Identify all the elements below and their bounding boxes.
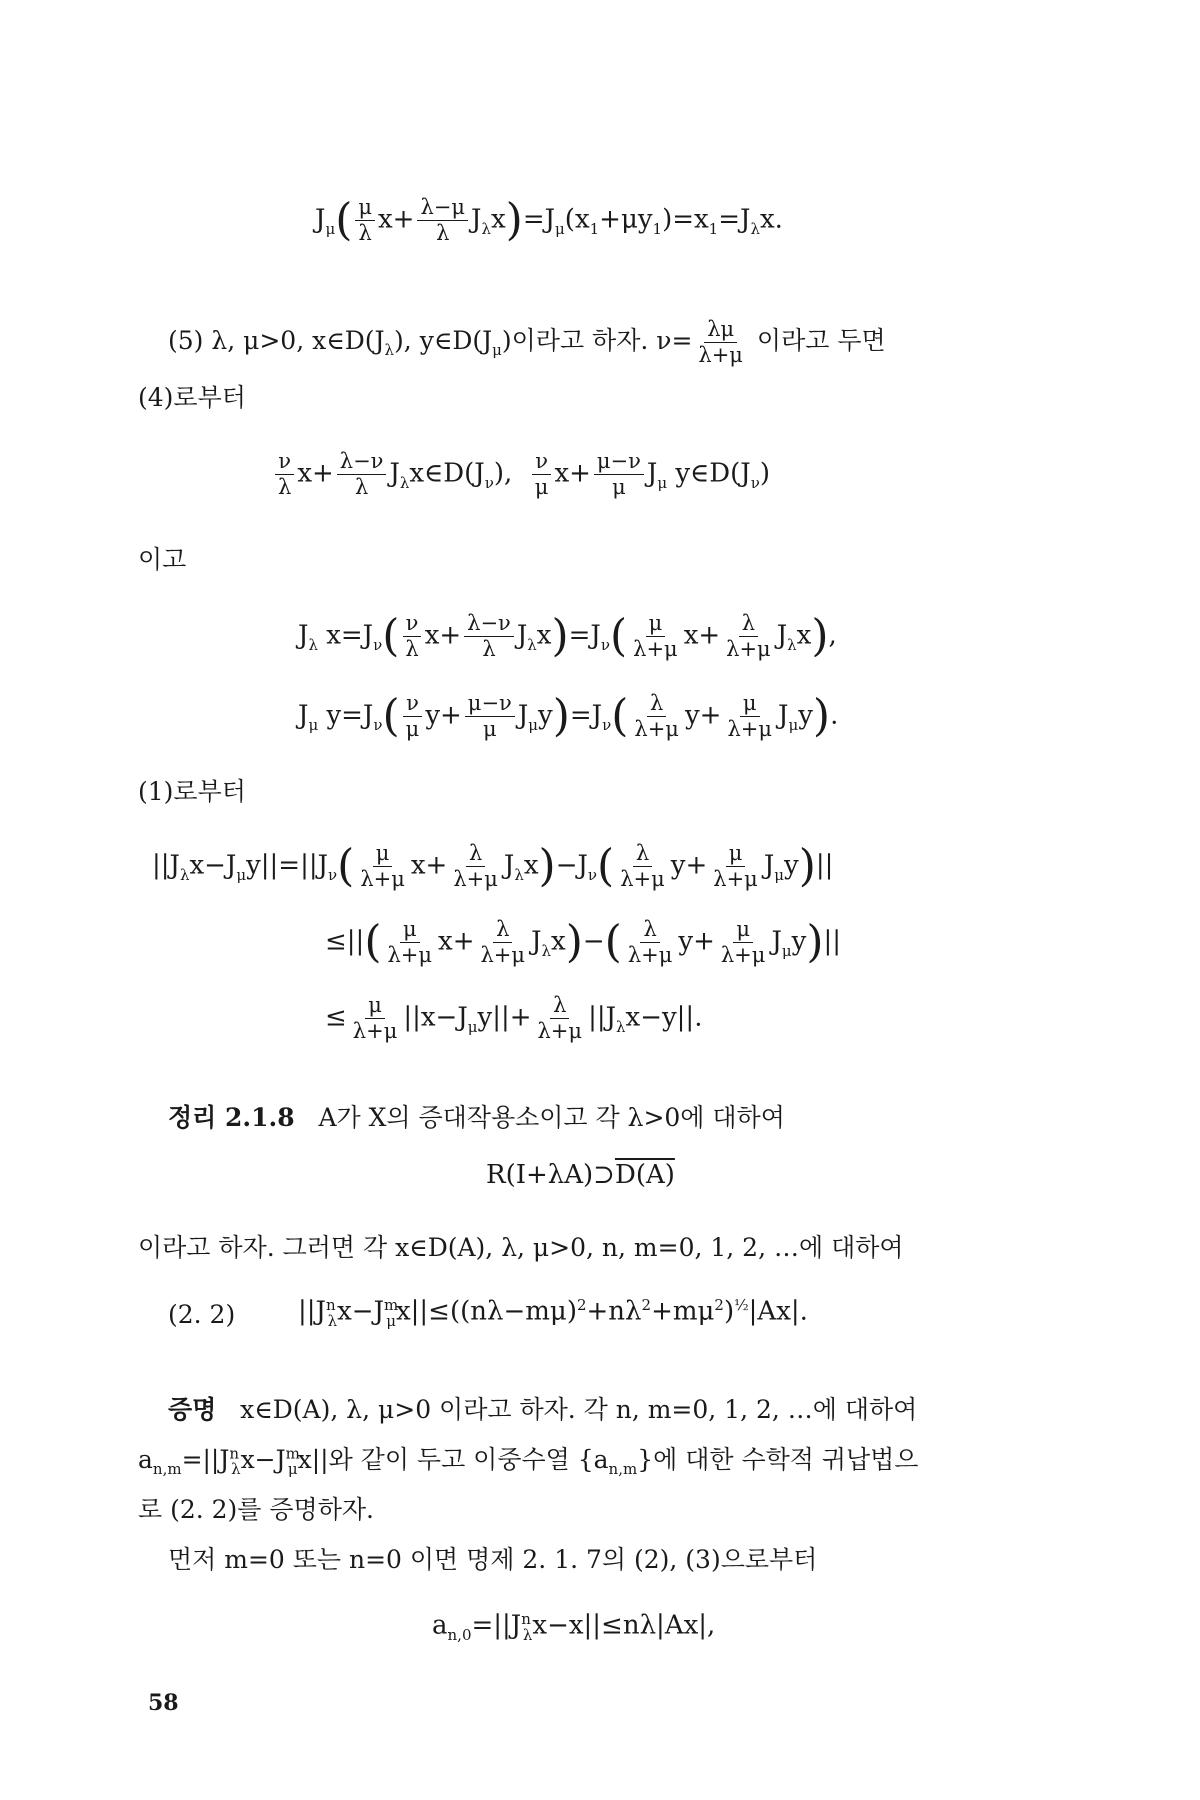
- from-4-label: (4)로부터: [138, 383, 246, 412]
- proof-label: 증명: [168, 1395, 217, 1424]
- proof-line-1-text: x∈D(A), λ, μ>0 이라고 하자. 각 n, m=0, 1, 2, …에 대하여: [240, 1395, 918, 1424]
- paragraph-5-part-c: )이라고 하자. ν=: [501, 326, 693, 356]
- theorem-text: A가 X의 증대작용소이고 각 λ>0에 대하여: [318, 1103, 785, 1132]
- equation-2-2: $||J^n_\lambda x-J^m_\mu x||\le((n\lambda-m\mu)^2+n\lambda^2+m\mu^2)^{\frac{1}{2}}|Ax|$.: [298, 1296, 808, 1330]
- theorem-2-1-8: [168, 1098, 785, 1134]
- proof-line-2-part-a: =||J: [181, 1445, 230, 1474]
- equation-top: $J_\mu$( $\frac{\mu}{\lambda}$ x+ $\frac{\lambda-\mu}{\lambda}$ $J_\lambda x)=J_\mu(x_1+\mu y_1)=x_1=J_\lambda x$.: [315, 194, 783, 246]
- proof-line-1: [168, 1390, 917, 1426]
- proof-line-3: 로 (2. 2)를 증명하자.: [138, 1495, 374, 1524]
- proof-line-4: 먼저 m=0 또는 n=0 이면 명제 2. 1. 7의 (2), (3)으로부터: [168, 1545, 818, 1574]
- proof-line-2-part-c: }에 대한 수학적 귀납법으: [637, 1445, 919, 1474]
- equation-jmu: $J_\mu$ $y=J_\nu$( $\frac{\nu}{\mu}$ y+ $\frac{\mu-\nu}{\mu}$ $J_\mu y)=J_\nu$( $\frac{\lambda}{\lambda+\mu}$ y+ $\frac{\mu}{\lambda+\mu}$ $J_\mu y$).: [298, 690, 839, 742]
- paragraph-5-part-a: (5) λ, μ>0, x∈D(J: [168, 326, 385, 356]
- proof-line-2-part-b: x||와 같이 두고 이중수열 {a: [297, 1445, 609, 1474]
- equation-a-n0: $a_{n,0}=||J^n_\lambda x-x||\le n\lambda|Ax|$,: [432, 1610, 716, 1644]
- theorem-continuation: 이라고 하자. 그러면 각 x∈D(A), λ, μ>0, n, m=0, 1, 2, …에 대하여: [138, 1233, 904, 1262]
- equation-norm-3: ≤ $\frac{\mu}{\lambda+\mu}$ $||x-J_\mu y||+$ $\frac{\lambda}{\lambda+\mu}$ $||J_\lambda x-y||$.: [325, 993, 703, 1044]
- igo-label: 이고: [138, 545, 187, 574]
- theorem-label: 정리 2.1.8: [168, 1103, 295, 1132]
- equation-norm-1: $||J_\lambda x-J_\mu y||=||J_\nu$( $\frac{\mu}{\lambda+\mu}$ x+ $\frac{\lambda}{\lambda+\mu}$ $J_\lambda x)-J_\nu$( $\frac{\lambda}{\lambda+\mu}$ y+ $\frac{\mu}{\lambda+\mu}$ $J_\mu y)||$: [152, 840, 834, 892]
- from-1-label: (1)로부터: [138, 777, 246, 806]
- equation-norm-2: ≤||( $\frac{\mu}{\lambda+\mu}$ x+ $\frac{\lambda}{\lambda+\mu}$ $J_\lambda x)-$( $\frac{\lambda}{\lambda+\mu}$ y+ $\frac{\mu}{\lambda+\mu}$ $J_\mu y)||$: [325, 916, 842, 968]
- paragraph-5-part-d: 이라고 두면: [748, 326, 886, 356]
- equation-2-2-label: (2. 2): [168, 1300, 236, 1329]
- equation-membership: $\frac{\nu}{\lambda}$ x+ $\frac{\lambda-\nu}{\lambda}$ $J_\lambda x\in D(J_\nu)$, $\frac{\nu}{\mu}$ x+ $\frac{\mu-\nu}{\mu}$ $J_\mu$ $y\in D(J_\nu)$: [272, 450, 770, 499]
- proof-line-2: $a_{n,m}=||J^n_\lambda x-J^m_\mu x||$와 같이 두고 이중수열 $\{a_{n,m}\}$에 대한 수학적 귀납법으: [138, 1444, 919, 1478]
- equation-range: R(I+λA)⊃D(A): [486, 1160, 675, 1190]
- paragraph-5-part-b: ), y∈D(J: [394, 326, 493, 356]
- page-number: 58: [148, 1690, 179, 1716]
- paragraph-5: (5) λ, μ>0, $x\in D(J_\lambda)$, $y\in D(J_\mu)$이라고 하자. ν= $\frac{\lambda\mu}{\lambda+\mu}$ 이라고 두면: [168, 317, 886, 368]
- equation-jlambda: $J_\lambda$ $x=J_\nu$( $\frac{\nu}{\lambda}$ x+ $\frac{\lambda-\nu}{\lambda}$ $J_\lambda x)=J_\nu$( $\frac{\mu}{\lambda+\mu}$ x+ $\frac{\lambda}{\lambda+\mu}$ $J_\lambda x$),: [298, 610, 837, 662]
